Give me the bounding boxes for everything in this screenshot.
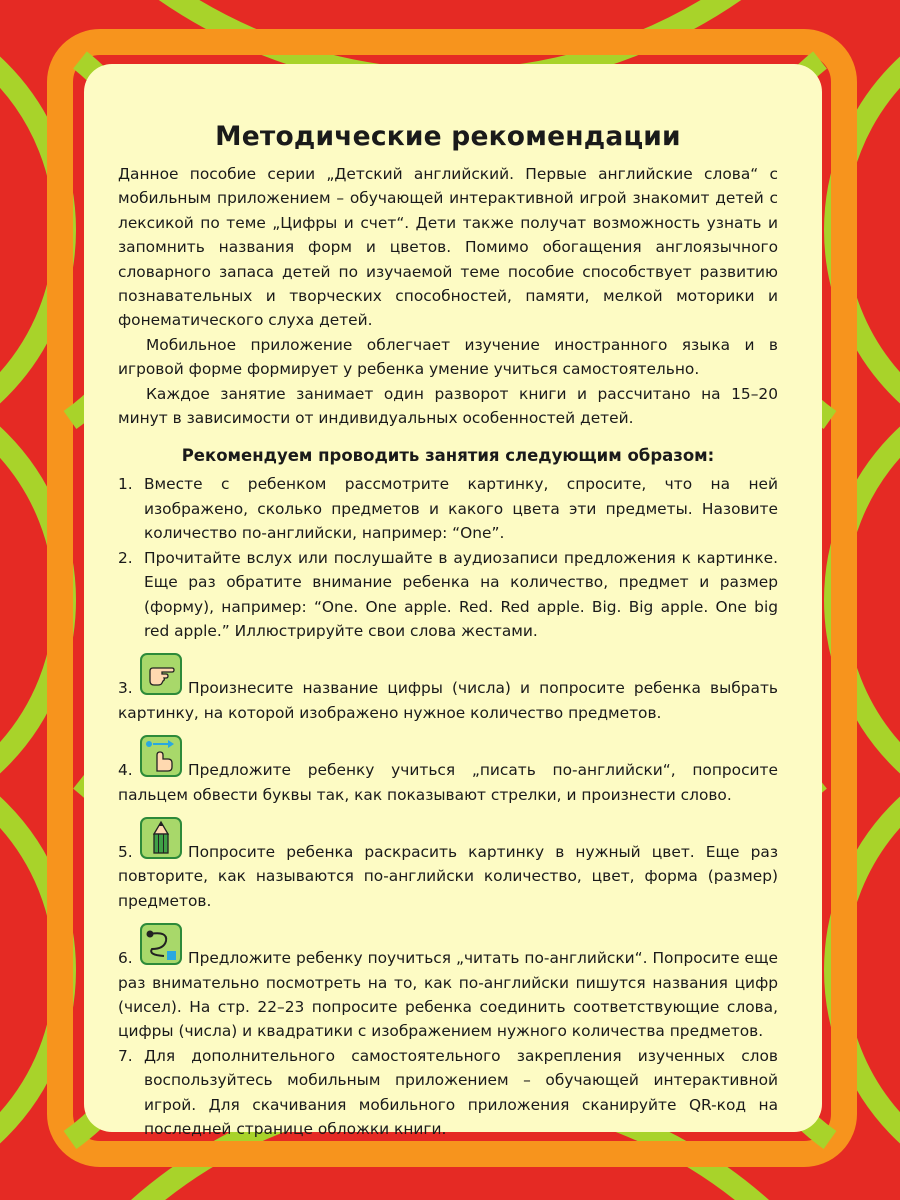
connect-line-icon xyxy=(140,923,182,965)
step-text: Предложите ребенку поучиться „читать по-английски“. Попросите еще раз внимательно посмотреть на то, как по-английски пишутся названия цифр (чисел). На стр. 22–23 попросите ребенка соединить соответствующие слова, цифры (числа) и квадратики с изображением нужного количества предметов. xyxy=(118,949,778,1041)
step-number: 2. xyxy=(118,548,133,567)
step-number: 4. xyxy=(118,761,133,780)
section-subtitle: Рекомендуем проводить занятия следующим образом: xyxy=(181,446,715,466)
step-2 xyxy=(118,546,778,644)
intro-paragraph-3: Каждое занятие занимает один разворот книги и рассчитано на 15–20 минут в зависимости от индивидуальных особенностей детей. xyxy=(118,384,778,428)
step-text: Вместе с ребенком рассмотрите картинку, спросите, что на ней изображено, сколько предметов и какого цвета эти предметы. Назовите количество по-английски, например: “One”. xyxy=(144,475,778,543)
step-5 xyxy=(118,817,778,913)
page-title: Методические рекомендации xyxy=(215,121,681,152)
pencil-icon xyxy=(140,817,182,859)
step-number: 6. xyxy=(118,949,133,968)
step-6 xyxy=(118,923,778,1044)
pointing-hand-icon xyxy=(140,653,182,695)
content xyxy=(118,120,778,1141)
step-text: Предложите ребенку учиться „писать по-английски“, попросите пальцем обвести буквы так, как показывают стрелки, и произнести слово. xyxy=(118,761,778,804)
step-number: 1. xyxy=(118,475,133,494)
step-3 xyxy=(118,653,778,725)
intro-paragraph-2: Мобильное приложение облегчает изучение иностранного языка и в игровой форме формирует у ребенка умение учиться самостоятельно. xyxy=(118,335,778,379)
step-1 xyxy=(118,472,778,545)
intro-paragraph-1: Данное пособие серии „Детский английский. Первые английские слова“ с мобильным приложением – обучающей интерактивной игрой знакомит детей с лексикой по теме „Цифры и счет“. Дети также получат возможность узнать и запомнить названия форм и цветов. Помимо обогащения англоязычного словарного запаса детей по изучаемой теме пособие способствует развитию познавательных и творческих способностей, памяти, мелкой моторики и фонематического слуха детей. xyxy=(118,165,778,330)
step-4 xyxy=(118,735,778,807)
step-text: Произнесите название цифры (числа) и попросите ребенка выбрать картинку, на которой изображено нужное количество предметов. xyxy=(118,679,778,722)
step-7 xyxy=(118,1044,778,1142)
step-text: Попросите ребенка раскрасить картинку в нужный цвет. Еще раз повторите, как называются по-английски количество, цвет, форма (размер) предметов. xyxy=(118,842,778,910)
step-text: Для дополнительного самостоятельного закрепления изученных слов воспользуйтесь мобильным приложением – обучающей интерактивной игрой. Для скачивания мобильного приложения сканируйте QR-код на последней странице обложки книги. xyxy=(144,1046,778,1138)
tracing-finger-icon xyxy=(140,735,182,777)
step-number: 5. xyxy=(118,842,133,861)
step-number: 7. xyxy=(118,1046,133,1065)
step-number: 3. xyxy=(118,679,133,698)
step-text: Прочитайте вслух или послушайте в аудиозаписи предложения к картинке. Еще раз обратите внимание ребенка на количество, предмет и размер (форму), например: “One. One apple. Red. Red apple. Big. Big apple. One big red apple.” Иллюстрируйте свои слова жестами. xyxy=(144,548,778,640)
